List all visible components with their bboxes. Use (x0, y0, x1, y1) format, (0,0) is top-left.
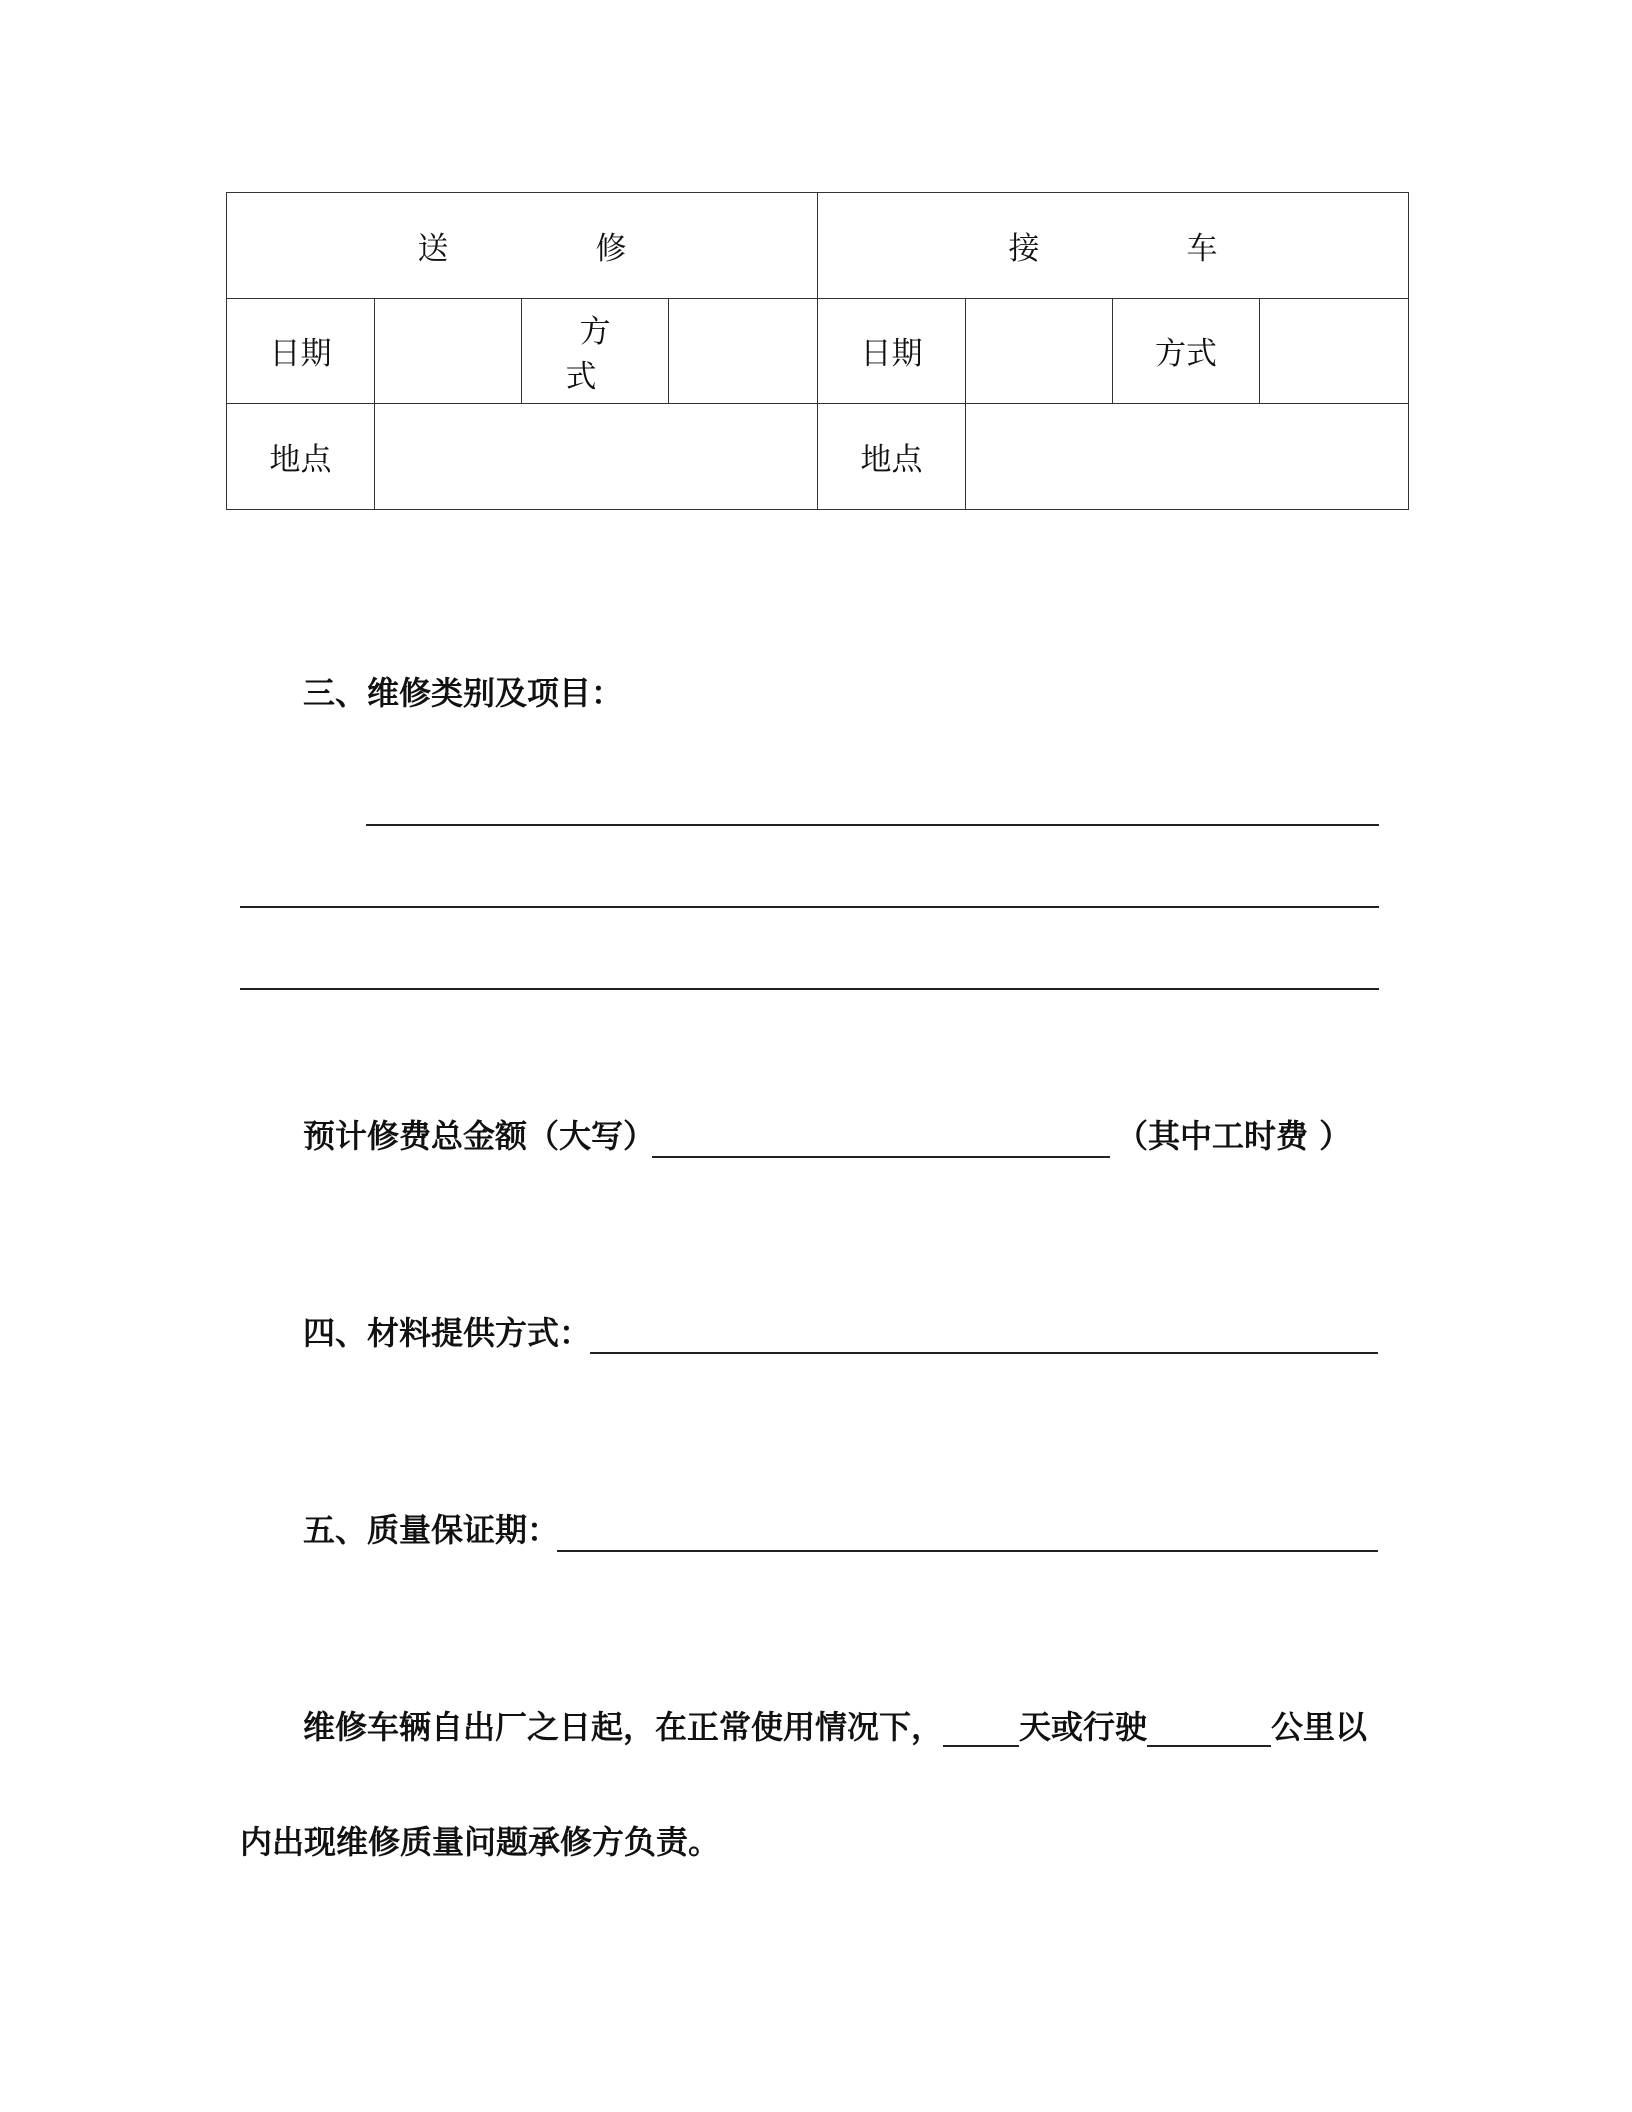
labor-fee-label: （其中工时费 ） (1116, 1117, 1352, 1155)
table-row (227, 404, 1409, 510)
table-row (227, 298, 1409, 404)
send-date-label: 日期 (227, 298, 375, 404)
pickup-location-field[interactable] (966, 404, 1409, 510)
send-location-field[interactable] (375, 404, 818, 510)
warranty-text-line2: 内出现维修质量问题承修方负责。 (240, 1823, 721, 1861)
pickup-location-label: 地点 (818, 404, 966, 510)
warranty-period-field[interactable] (557, 1550, 1378, 1552)
pickup-method-field[interactable] (1260, 298, 1409, 404)
repair-items-line-3[interactable] (240, 988, 1379, 990)
warranty-text-part2: 天或行驶 (1019, 1708, 1148, 1746)
section4-heading: 四、材料提供方式： (303, 1314, 592, 1352)
table-header-row (227, 193, 1409, 299)
pickup-date-field[interactable] (966, 298, 1113, 404)
cost-label: 预计修费总金额（大写） (303, 1117, 656, 1155)
cost-amount-field[interactable] (652, 1156, 1110, 1158)
section5-heading: 五、质量保证期： (303, 1511, 560, 1549)
send-header: 送 修 (417, 230, 685, 267)
warranty-text-line1 (303, 1707, 1367, 1747)
send-location-label: 地点 (227, 404, 375, 510)
repair-items-line-1[interactable] (366, 824, 1379, 826)
warranty-text-part1: 维修车辆自出厂之日起，在正常使用情况下， (303, 1708, 944, 1746)
send-method-label: 方 式 (522, 298, 669, 404)
pickup-header: 接 车 (1008, 230, 1276, 267)
pickup-date-label: 日期 (818, 298, 966, 404)
send-header-cell (227, 193, 818, 299)
section3-heading: 三、维修类别及项目： (303, 674, 624, 712)
warranty-km-field[interactable] (1147, 1709, 1271, 1747)
pickup-method-label: 方式 (1113, 298, 1260, 404)
material-supply-field[interactable] (590, 1352, 1378, 1354)
send-date-field[interactable] (375, 298, 522, 404)
warranty-days-field[interactable] (943, 1709, 1019, 1747)
handover-table (226, 192, 1409, 510)
warranty-text-part3: 公里以 (1271, 1708, 1368, 1746)
repair-items-line-2[interactable] (240, 906, 1379, 908)
pickup-header-cell (818, 193, 1409, 299)
